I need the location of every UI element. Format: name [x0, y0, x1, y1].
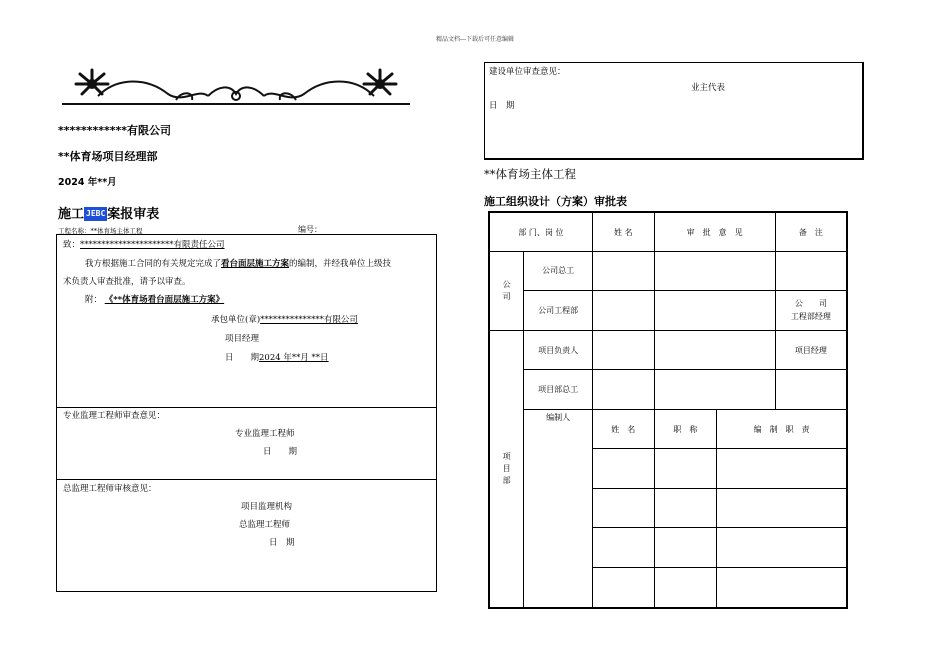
- chief-review-section: [57, 479, 436, 591]
- row-company-chief: 公司总工: [524, 252, 593, 291]
- title-badge: JEBC: [84, 207, 107, 221]
- engineer-review-title: 专业监理工程师审查意见：: [63, 411, 166, 421]
- approval-table-title: 施工组织设计（方案）审批表: [484, 195, 627, 208]
- ornament-divider-icon: [58, 66, 414, 110]
- date-label: 日 期: [225, 353, 260, 363]
- cell-empty[interactable]: [592, 528, 654, 568]
- company-line: ************有限公司: [58, 124, 172, 137]
- cell-empty[interactable]: [654, 331, 775, 370]
- compiler-header-title: 职 称: [654, 410, 717, 449]
- cell-empty[interactable]: [592, 488, 654, 528]
- date-line: 2024 年**月: [58, 177, 117, 188]
- header-note: 精品文档---下载后可任意编辑: [435, 36, 515, 43]
- cell-empty[interactable]: [592, 567, 654, 608]
- date-row: [225, 349, 329, 367]
- cell-empty[interactable]: [592, 331, 654, 370]
- chief-date: 日 期: [269, 538, 295, 548]
- cell-empty[interactable]: [654, 290, 775, 331]
- owner-date: 日 期: [489, 101, 515, 111]
- cell-empty[interactable]: [654, 252, 775, 291]
- header-name: 姓 名: [592, 212, 654, 252]
- contractor-value: ***************有限公司: [260, 315, 358, 325]
- attachment-line: [85, 291, 224, 309]
- cell-empty[interactable]: [654, 449, 717, 489]
- department-line: **体育场项目经理部: [58, 150, 158, 163]
- owner-review-box: [484, 62, 864, 160]
- cell-empty[interactable]: [717, 528, 847, 568]
- plan-name: 看台面层施工方案: [221, 259, 290, 269]
- row-project-lead: 项目负责人: [524, 331, 593, 370]
- engineer-date: 日 期: [263, 447, 298, 457]
- to-label: 致：: [63, 240, 81, 250]
- project-manager-label: 项目经理: [225, 334, 260, 344]
- header-note: 备 注: [775, 212, 847, 252]
- para1-start: 我方根据施工合同的有关规定完成了: [85, 259, 222, 269]
- date-value: 2024 年**月 **日: [259, 353, 329, 363]
- contractor-label: 承包单位(章): [211, 315, 261, 325]
- main-section: [57, 235, 436, 408]
- approval-table: [488, 211, 848, 609]
- note-company-eng: 公 司 工程部经理: [775, 290, 847, 331]
- paragraph-line-2: 术负责人审查批准，请予以审查。: [63, 277, 191, 287]
- cell-empty[interactable]: [775, 252, 847, 291]
- form-title-part1: 施工: [58, 207, 85, 222]
- cell-empty[interactable]: [654, 488, 717, 528]
- contractor-line: [211, 311, 358, 329]
- number-label: 编号：: [298, 225, 322, 234]
- owner-rep: 业主代表: [691, 83, 726, 93]
- owner-review-title: 建设单位审查意见：: [489, 67, 566, 77]
- row-project-chief: 项目部总工: [524, 369, 593, 410]
- group-project: 项 目 部: [489, 331, 524, 608]
- cell-empty[interactable]: [654, 528, 717, 568]
- cell-empty[interactable]: [654, 567, 717, 608]
- report-form: [56, 234, 437, 592]
- supervision-org: 项目监理机构: [241, 502, 293, 512]
- project-name: 工程名称：**体育场主体工程: [58, 227, 143, 235]
- compiler-label: 编制人: [524, 410, 593, 608]
- paragraph-line-1: [85, 255, 391, 273]
- note-project-manager: 项目经理: [775, 331, 847, 370]
- compiler-header-duty: 编 制 职 责: [717, 410, 847, 449]
- engineer-review-section: [57, 407, 436, 480]
- cell-empty[interactable]: [592, 252, 654, 291]
- addressee: [63, 236, 225, 254]
- engineer-label: 专业监理工程师: [235, 429, 295, 439]
- group-company: 公 司: [489, 252, 524, 331]
- cell-empty[interactable]: [775, 369, 847, 410]
- compiler-header-name: 姓 名: [592, 410, 654, 449]
- cell-empty[interactable]: [592, 449, 654, 489]
- cell-empty[interactable]: [654, 369, 775, 410]
- header-dept: 部 门、岗 位: [489, 212, 592, 252]
- form-title-part2: 案报审表: [107, 207, 160, 222]
- form-title: [58, 203, 159, 222]
- attachment-value: 《**体育场看台面层施工方案》: [104, 295, 225, 305]
- cell-empty[interactable]: [592, 290, 654, 331]
- para1-end: 的编制，并经我单位上级技: [289, 259, 392, 269]
- cell-empty[interactable]: [717, 488, 847, 528]
- header-opinion: 审 批 意 见: [654, 212, 775, 252]
- chief-engineer: 总监理工程师: [239, 520, 291, 530]
- project-title: **体育场主体工程: [484, 167, 576, 181]
- chief-review-title: 总监理工程师审核意见：: [63, 484, 157, 494]
- cell-empty[interactable]: [717, 567, 847, 608]
- attachment-label: 附：: [85, 295, 103, 305]
- to-name: **********************有限责任公司: [80, 240, 225, 250]
- cell-empty[interactable]: [717, 449, 847, 489]
- cell-empty[interactable]: [592, 369, 654, 410]
- row-company-eng: 公司工程部: [524, 290, 593, 331]
